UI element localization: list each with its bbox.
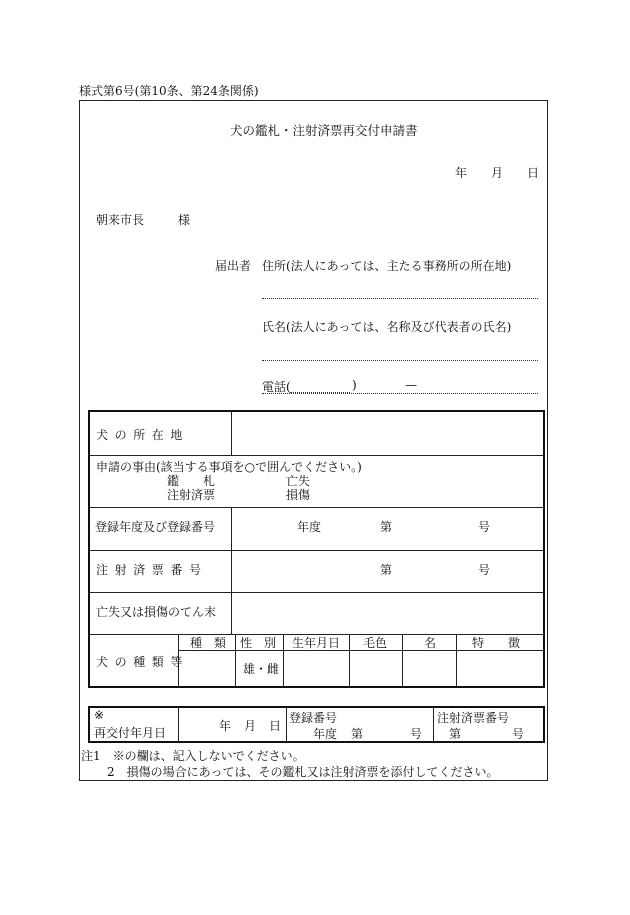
- reissue-label: 再交付年月日: [94, 726, 167, 740]
- reason-label: 申請の事由(該当する事項を○で囲んでください。): [96, 460, 362, 474]
- header-sex: 性 別: [240, 636, 277, 650]
- office-reg-go: 号: [410, 727, 423, 741]
- phone-dash: —: [405, 378, 417, 392]
- phone-line[interactable]: [262, 393, 538, 394]
- reason-tag[interactable]: 鑑 札: [167, 474, 216, 488]
- reason-damaged[interactable]: 損傷: [286, 488, 311, 502]
- name-label: 氏名(法人にあっては、名称及び代表者の氏名): [262, 320, 512, 334]
- reason-lost[interactable]: 亡失: [286, 474, 311, 488]
- office-reg-dai: 第: [351, 727, 364, 741]
- date-month: 月: [491, 166, 504, 180]
- form-number: 様式第6号(第10条、第24条関係): [79, 84, 259, 98]
- reissue-month: 月: [244, 719, 257, 733]
- addressee-honorific: 様: [178, 213, 191, 227]
- reason-injection[interactable]: 注射済票: [167, 488, 216, 502]
- date-day: 日: [527, 166, 540, 180]
- office-reg-year: 年度: [313, 727, 338, 741]
- registration-dai: 第: [380, 520, 393, 534]
- office-mark: ※: [94, 708, 105, 722]
- injection-dai: 第: [380, 563, 393, 577]
- registration-label: 登録年度及び登録番号: [95, 520, 216, 534]
- office-reg-label: 登録番号: [289, 711, 338, 725]
- reissue-year: 年: [219, 719, 232, 733]
- office-inj-dai: 第: [449, 727, 462, 741]
- form-title: 犬の鑑札・注射済票再交付申請書: [230, 123, 418, 138]
- registration-go: 号: [478, 520, 491, 534]
- reissue-day: 日: [269, 719, 282, 733]
- note-2: 2 損傷の場合にあっては、その鑑札又は注射済票を添付してください。: [107, 765, 499, 779]
- office-inj-go: 号: [512, 727, 525, 741]
- location-label: 犬の所在地: [96, 428, 190, 442]
- applicant-label: 届出者: [215, 259, 252, 273]
- header-color: 毛色: [363, 636, 388, 650]
- sex-value[interactable]: 雄・雌: [243, 662, 280, 676]
- header-name: 名: [424, 636, 437, 650]
- location-field[interactable]: [232, 413, 542, 451]
- circumstance-label: 亡失又は損傷のてん末: [96, 605, 217, 619]
- date-year: 年: [455, 166, 468, 180]
- addressee-name: 朝来市長: [96, 213, 145, 227]
- name-line[interactable]: [262, 360, 538, 361]
- dog-type-label: 犬の種類等: [96, 655, 190, 669]
- phone-close: ): [352, 378, 357, 392]
- registration-year: 年度: [297, 520, 322, 534]
- phone-label: 電話(: [262, 380, 291, 394]
- injection-label: 注射済票番号: [96, 563, 208, 577]
- address-label: 住所(法人にあっては、主たる事務所の所在地): [262, 259, 512, 273]
- injection-go: 号: [478, 563, 491, 577]
- office-inj-label: 注射済票番号: [437, 711, 510, 725]
- header-breed: 種 類: [190, 636, 227, 650]
- note-1: 注1 ※の欄は、記入しないでください。: [81, 749, 305, 763]
- address-line[interactable]: [262, 298, 538, 299]
- header-birthdate: 生年月日: [292, 636, 341, 650]
- circumstance-field[interactable]: [232, 593, 542, 631]
- header-features: 特 徴: [472, 636, 521, 650]
